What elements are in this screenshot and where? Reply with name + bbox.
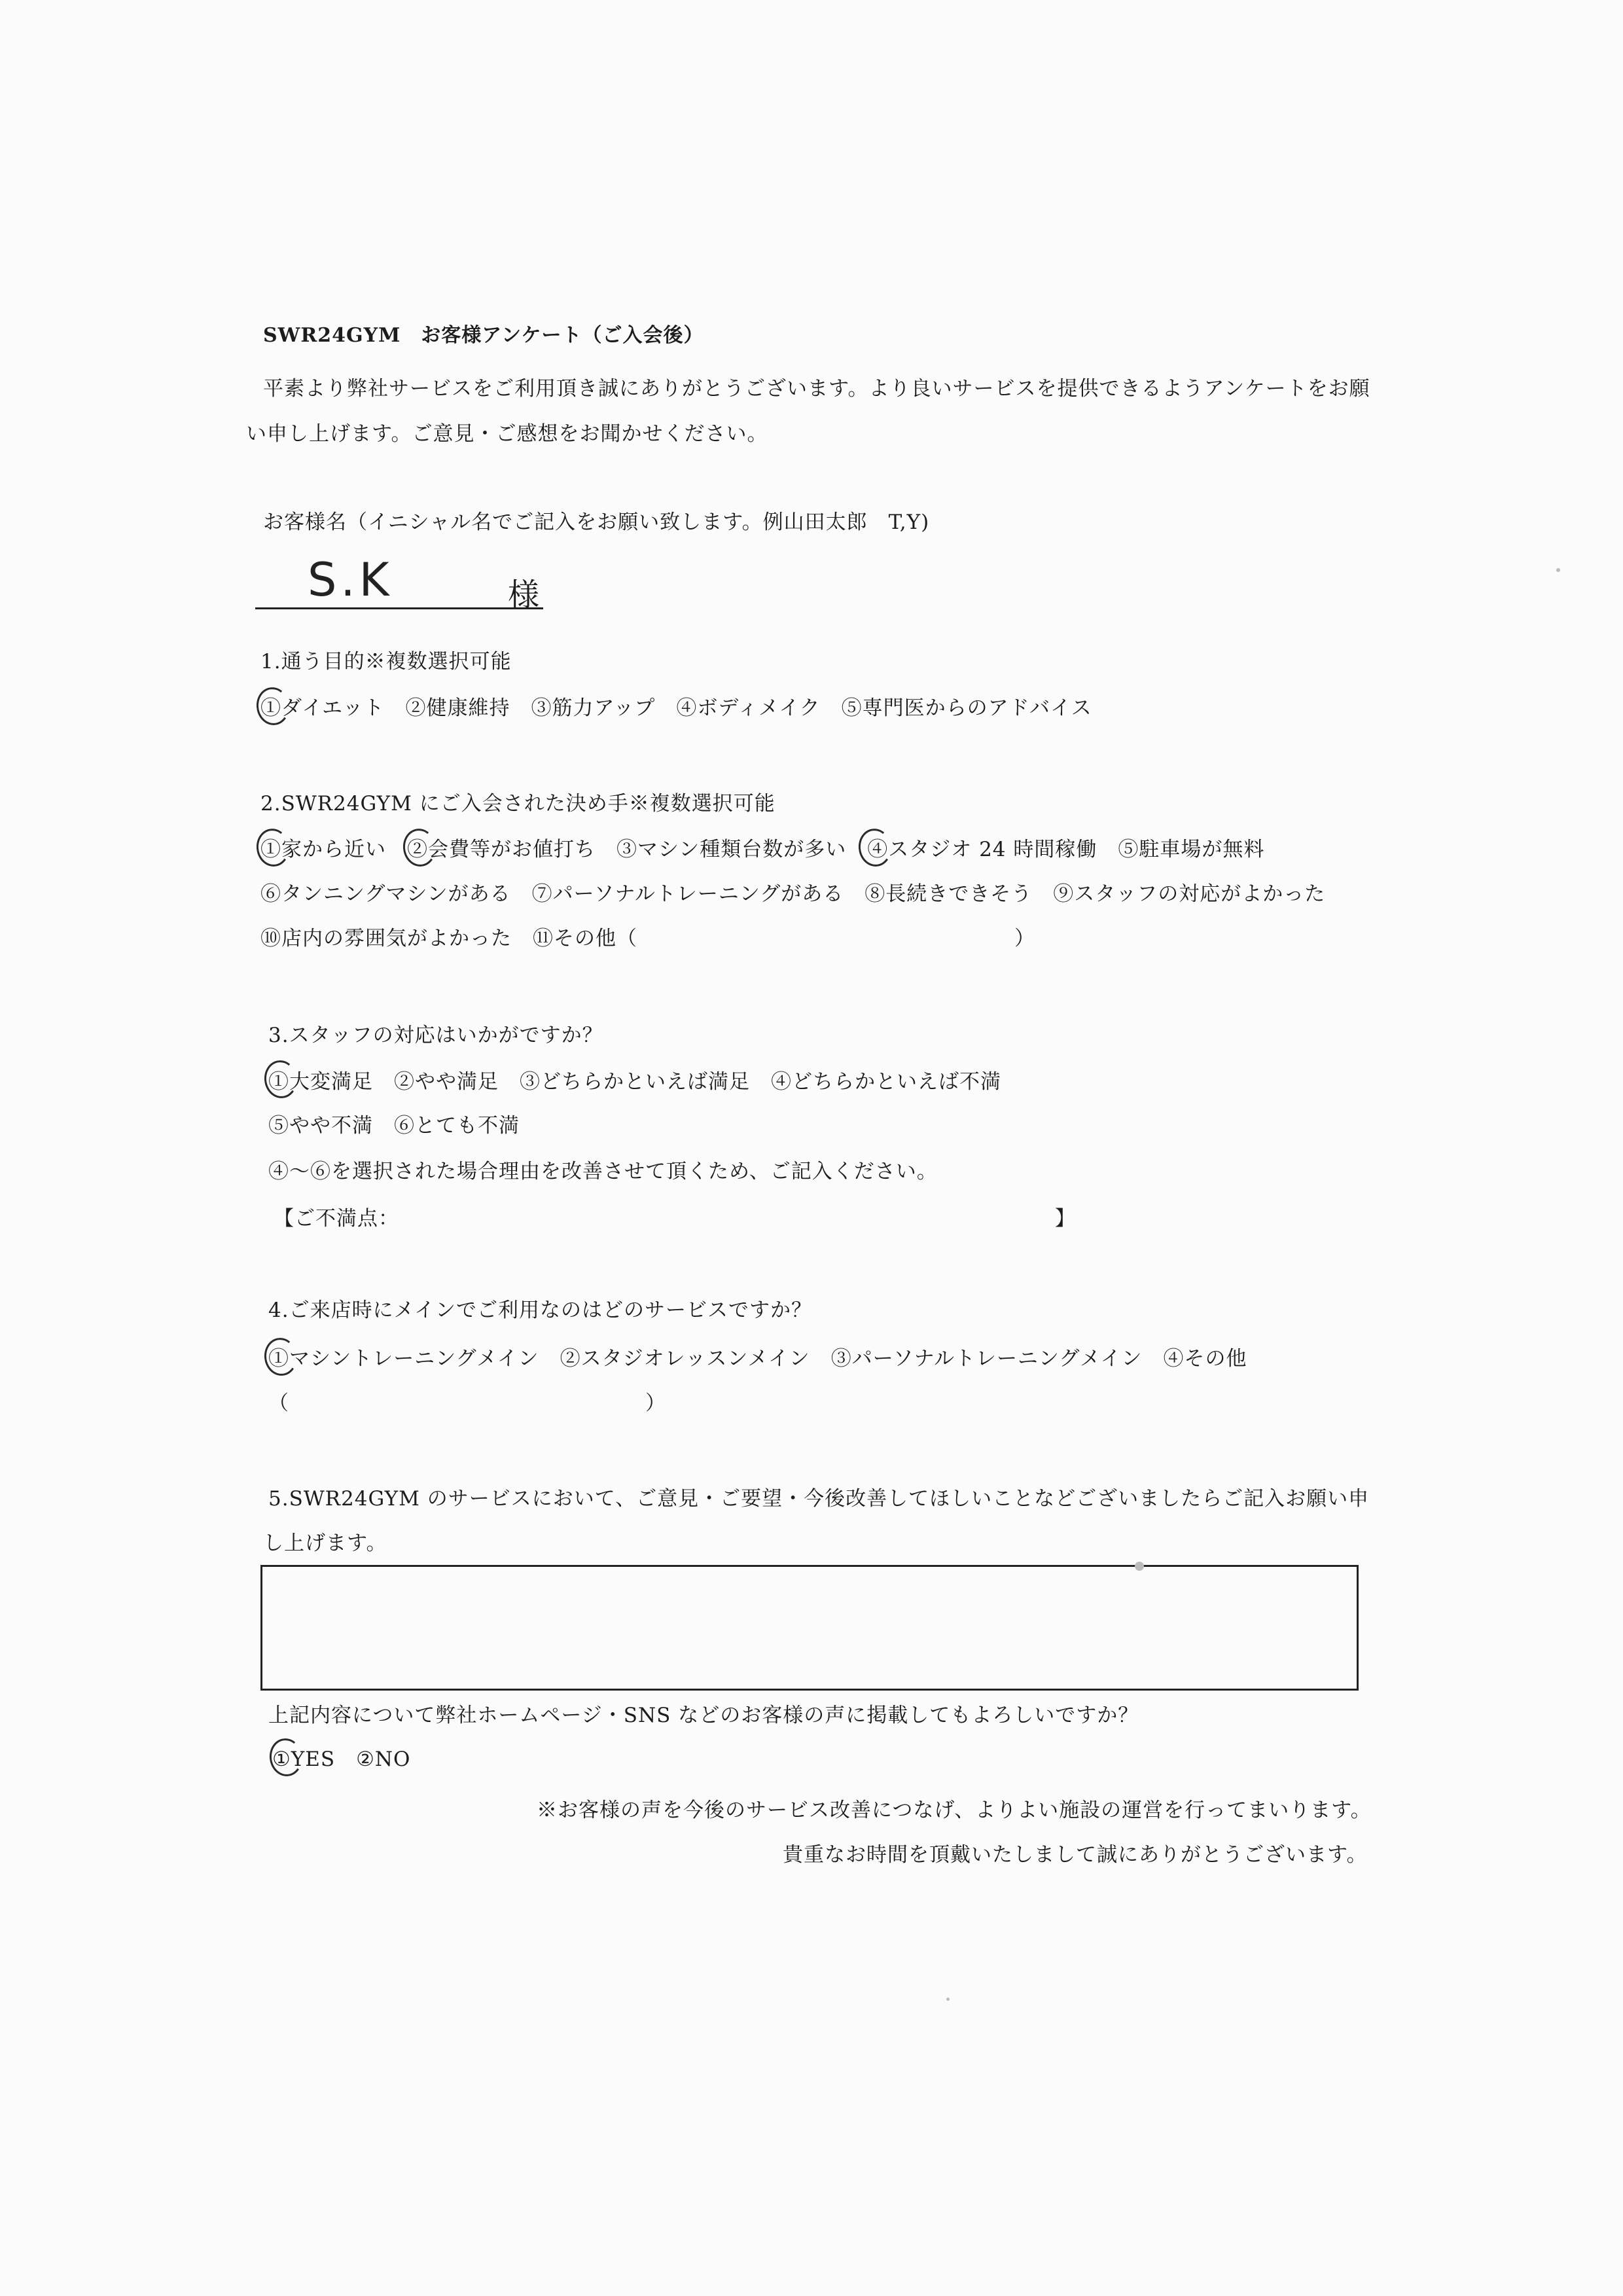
survey-title: SWR24GYM お客様アンケート（ご入会後）: [263, 324, 704, 347]
q5-comment-box[interactable]: [260, 1565, 1359, 1691]
q3-question: 3.スタッフの対応はいかがですか？: [268, 1024, 603, 1047]
footer-note-1: ※お客様の声を今後のサービス改善につなげ、よりよい施設の運営を行ってまいります。: [537, 1799, 1372, 1822]
customer-honorific: 様: [508, 577, 540, 613]
q3-options-line-1: ①大変満足 ②やや満足 ③どちらかといえば満足 ④どちらかといえば不満: [268, 1070, 1001, 1094]
q2-options-line-1: ①家から近い ②会費等がお値打ち ③マシン種類台数が多い ④スタジオ 24 時間稼働 ⑤駐車場が無料: [260, 838, 1265, 861]
customer-name-handwritten: S.K: [308, 553, 393, 607]
customer-name-label: お客様名（イニシャル名でご記入をお願い致します。例山田太郎 T,Y): [263, 511, 930, 534]
scan-speck: [1556, 568, 1560, 572]
q1-options: ①ダイエット ②健康維持 ③筋力アップ ④ボディメイク ⑤専門医からのアドバイス: [260, 696, 1092, 720]
q4-options: ①マシントレーニングメイン ②スタジオレッスンメイン ③パーソナルトレーニングメイン ④その他: [268, 1347, 1247, 1371]
scan-speck: [1135, 1562, 1144, 1571]
q3-complaint-close: 】: [1055, 1207, 1076, 1230]
customer-name-underline: [255, 607, 543, 609]
q2-options-line-2: ⑥タンニングマシンがある ⑦パーソナルトレーニングがある ⑧長続きできそう ⑨スタッフの対応がよかった: [260, 882, 1326, 906]
consent-question: 上記内容について弊社ホームページ・SNS などのお客様の声に掲載してもよろしいですか？: [268, 1704, 1139, 1727]
q3-note: ④～⑥を選択された場合理由を改善させて頂くため、ご記入ください。: [268, 1160, 938, 1183]
q3-options-line-2: ⑤やや不満 ⑥とても不満: [268, 1114, 520, 1138]
q5-question-line-1: 5.SWR24GYM のサービスにおいて、ご意見・ご要望・今後改善してほしいことなどございましたらご記入お願い申: [268, 1487, 1370, 1511]
q1-question: 1.通う目的※複数選択可能: [260, 650, 512, 673]
q2-options-line-3: ⑩店内の雰囲気がよかった ⑪その他（ ）: [260, 927, 1035, 950]
consent-options: ①YES ②NO: [272, 1748, 411, 1771]
q3-complaint-label: 【ご不満点：: [274, 1207, 399, 1230]
intro-text-line-2: い申し上げます。ご意見・ご感想をお聞かせください。: [246, 422, 768, 446]
q4-other: （ ）: [268, 1391, 666, 1415]
footer-note-2: 貴重なお時間を頂戴いたしまして誠にありがとうございます。: [783, 1843, 1368, 1867]
q4-question: 4.ご来店時にメインでご利用なのはどのサービスですか？: [268, 1299, 812, 1322]
intro-text-line-1: 平素より弊社サービスをご利用頂き誠にありがとうございます。より良いサービスを提供できるようアンケートをお願: [263, 377, 1370, 401]
scan-speck: [946, 1998, 950, 2001]
q5-question-line-2: し上げます。: [263, 1532, 387, 1555]
q2-question: 2.SWR24GYM にご入会された決め手※複数選択可能: [260, 792, 776, 816]
